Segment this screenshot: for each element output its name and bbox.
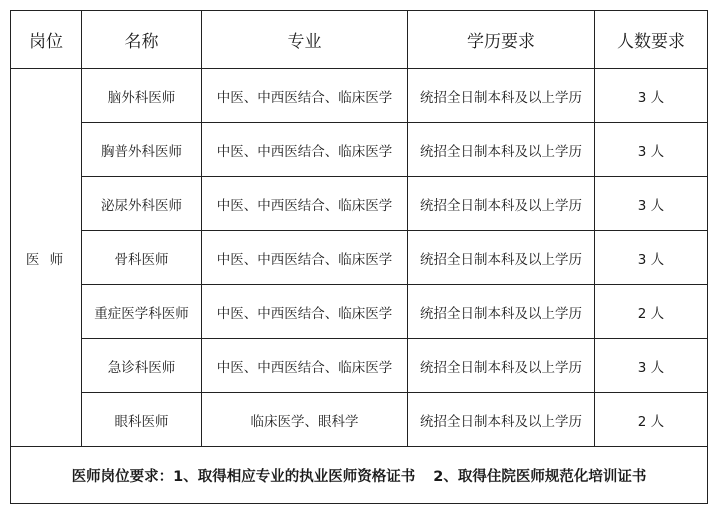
major-cell: 中医、中西医结合、临床医学 [202, 339, 408, 393]
education-cell: 统招全日制本科及以上学历 [408, 339, 595, 393]
header-position: 岗位 [11, 11, 82, 69]
job-name-cell: 重症医学科医师 [82, 285, 202, 339]
job-name-cell: 胸普外科医师 [82, 123, 202, 177]
table-row [11, 123, 708, 177]
table-row [11, 339, 708, 393]
education-cell: 统招全日制本科及以上学历 [408, 177, 595, 231]
job-name-cell: 眼科医师 [82, 393, 202, 447]
count-cell: 3 人 [595, 231, 708, 285]
recruitment-document [10, 10, 707, 504]
header-education: 学历要求 [408, 11, 595, 69]
table-row [11, 177, 708, 231]
requirement-1: 1、取得相应专业的执业医师资格证书 [173, 468, 416, 485]
position-cell: 医 师 [11, 69, 82, 447]
count-cell: 3 人 [595, 177, 708, 231]
job-name-cell: 脑外科医师 [82, 69, 202, 123]
header-row [11, 11, 708, 69]
header-name: 名称 [82, 11, 202, 69]
header-count: 人数要求 [595, 11, 708, 69]
table-row [11, 285, 708, 339]
job-name-cell: 骨科医师 [82, 231, 202, 285]
major-cell: 临床医学、眼科学 [202, 393, 408, 447]
footer-row [11, 447, 708, 504]
education-cell: 统招全日制本科及以上学历 [408, 69, 595, 123]
recruitment-table [10, 10, 708, 504]
education-cell: 统招全日制本科及以上学历 [408, 285, 595, 339]
requirements-label: 医师岗位要求： [71, 468, 174, 485]
table-row [11, 393, 708, 447]
table-row [11, 231, 708, 285]
count-cell: 2 人 [595, 393, 708, 447]
header-major: 专业 [202, 11, 408, 69]
requirements-footer [11, 447, 708, 504]
count-cell: 3 人 [595, 339, 708, 393]
requirement-2: 2、取得住院医师规范化培训证书 [433, 468, 647, 485]
major-cell: 中医、中西医结合、临床医学 [202, 285, 408, 339]
major-cell: 中医、中西医结合、临床医学 [202, 177, 408, 231]
count-cell: 3 人 [595, 69, 708, 123]
major-cell: 中医、中西医结合、临床医学 [202, 231, 408, 285]
job-name-cell: 急诊科医师 [82, 339, 202, 393]
education-cell: 统招全日制本科及以上学历 [408, 393, 595, 447]
table-row [11, 69, 708, 123]
major-cell: 中医、中西医结合、临床医学 [202, 123, 408, 177]
education-cell: 统招全日制本科及以上学历 [408, 123, 595, 177]
job-name-cell: 泌尿外科医师 [82, 177, 202, 231]
count-cell: 3 人 [595, 123, 708, 177]
count-cell: 2 人 [595, 285, 708, 339]
education-cell: 统招全日制本科及以上学历 [408, 231, 595, 285]
major-cell: 中医、中西医结合、临床医学 [202, 69, 408, 123]
